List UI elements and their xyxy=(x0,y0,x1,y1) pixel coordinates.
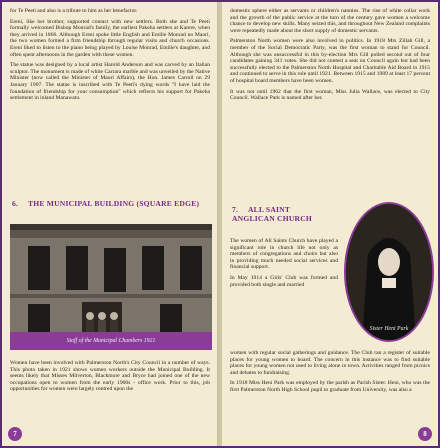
left-bottom-text xyxy=(10,360,210,397)
paragraph: In May 1914 a Girls' Club was formed and provided both single and married xyxy=(230,274,338,288)
portrait-caption xyxy=(346,322,432,336)
page-number-7: 7 xyxy=(8,427,22,441)
right-page xyxy=(222,2,438,446)
page-number-8: 8 xyxy=(418,427,432,441)
paragraph: domestic sphere either as servants or children's nannies. The rise of white collar work and the growth of the public service at the turn of the century gave women a welcome chance to develop new skills. Many seized this, and throughout New Zealand complaints were repeatedly made about the short supply of domestic servants. xyxy=(230,8,430,34)
section-title: ALL SAINT ANGLICAN CHURCH xyxy=(232,205,312,223)
portrait-caption-text: Sister Heni Park xyxy=(369,326,409,332)
paragraph: Ereni, like her brother, supported contact with new settlers. Both she and Te Peeti formally welcomed Bishop Monrad's family, the earliest Pakeha settlers at Karere, when they arrived in 1866. Although Ereni spoke little English and Emilie Monrad no Maori, the two women formed a firm friendship through regular visits and church occasions. Ereni liked to listen to the piano being played by Louise Monrad, Emilie's daughter, and often spent afternoons in the garden with these women. xyxy=(10,18,210,58)
paragraph: Palmerston North women were also involved in politics. In 1918 Mrs Zillah Gill, a member of the Social Democratic Party, was the first woman to stand for Council. Although she was unsuccessful in this by-election Mrs Gill polled second out of four candidates gaining 341 votes. She did not contest a seat on Council again but had been successfully elected to the Palmerston North Hospital and Charitable Aid Board in 1915 and continued to serve in this role until 1921. Between 1915 and 1989 at least 17 percent of hospital board members have been women. xyxy=(230,38,430,84)
portrait-illustration xyxy=(346,204,432,340)
paragraph: It was not until 1962 that the first woman, Miss Julia Wallace, was elected to City Council. Wallace Park is named after her. xyxy=(230,88,430,102)
left-top-text xyxy=(10,8,210,106)
book-spread xyxy=(2,2,438,446)
section-heading-7 xyxy=(232,206,332,223)
paragraph: The women of All Saints Church have played a significant role in church life not only as members of congregations and choirs but also in providing much needed social services and financial support. xyxy=(230,238,338,271)
caption-text: Staff of the Municipal Chambers 1921 xyxy=(66,338,156,344)
section-number: 6. xyxy=(12,199,19,208)
section-title: THE MUNICIPAL BUILDING (SQUARE EDGE) xyxy=(28,199,200,208)
right-narrow-text xyxy=(230,238,338,288)
photo-caption xyxy=(10,332,212,350)
paragraph: Women have been involved with Palmerston North's City Council in a number of ways. This photo taken in 1921 shows women workers outside the Municipal Building. It seems likely that Misses Milverton, Blackmore and Bryce had joined one of the new occupations open to women from the early 1900s - office work. Prior to this, job opportunities for women were largely centred upon the xyxy=(10,360,210,393)
paragraph: for Te Peeti and also is a tribute to him as her benefactor. xyxy=(10,8,138,14)
section-number: 7. xyxy=(232,205,239,214)
paragraph: The statue was designed by a local artist Harold Anderson and was carved by an Italian sculptor. The monument is made of white Carrara marble and was unveiled by the Native Minister (now called the Minister of Maori Affairs), the Hon. James Carroll on 29 January 1907. The statue is inscribed with Te Peeti's dying words "I have laid the foundation of friendship for your consumption" which reflects his support for Pakeha settlement in inland Manawatu. xyxy=(10,62,210,102)
sister-heni-park-portrait xyxy=(344,202,434,342)
right-wide-text xyxy=(230,350,430,398)
right-top-text xyxy=(230,8,430,106)
paragraph: In 1918 Miss Heni Park was employed by the parish as Parish Sister. Heni, who was the first Palmerston North High School pupil to graduate from University, was also a xyxy=(230,380,430,393)
section-heading-6 xyxy=(12,200,208,209)
paragraph: women with regular social gatherings and guidance. The Club ran a register of suitable places for young women to board. The concern in this instance was to find suitable places for young women not used to living alone in town. Activities ranged from picnics and debates to fundraising. xyxy=(230,350,430,376)
left-page xyxy=(2,2,218,446)
